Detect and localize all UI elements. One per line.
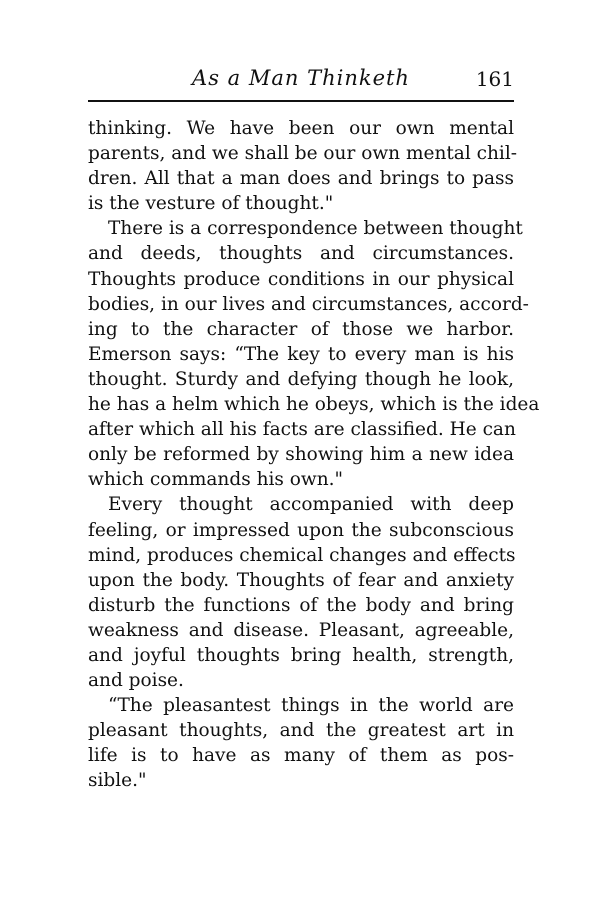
text-line: and deeds, thoughts and circumstances. xyxy=(88,243,514,265)
text-line: thinking. We have been our own mental xyxy=(88,118,514,139)
text-line: upon the body. Thoughts of fear and anxiety xyxy=(88,569,514,591)
text-line: ing to the character of those we harbor. xyxy=(88,318,514,340)
text-line: Every thought accompanied with deep xyxy=(108,494,514,516)
page-number: 161 xyxy=(475,67,514,91)
text-line: only be reformed by showing him a new idea xyxy=(88,444,514,466)
text-line: Thoughts produce conditions in our physical xyxy=(88,268,514,290)
text-line: and poise. xyxy=(88,670,184,692)
text-line: disturb the functions of the body and bring xyxy=(88,594,514,616)
running-head xyxy=(88,64,514,102)
text-line: dren. All that a man does and brings to pass xyxy=(88,168,514,190)
text-line: Emerson says: “The key to every man is his xyxy=(88,343,514,365)
text-line: bodies, in our lives and circumstances, accord- xyxy=(88,293,529,315)
text-line: pleasant thoughts, and the greatest art in xyxy=(88,720,514,742)
text-line: after which all his facts are classified. He can xyxy=(88,419,516,441)
text-line: and joyful thoughts bring health, strength, xyxy=(88,644,514,666)
body-text xyxy=(88,116,540,794)
text-line: weakness and disease. Pleasant, agreeable, xyxy=(88,619,514,641)
text-line: he has a helm which he obeys, which is the idea xyxy=(88,394,540,416)
text-line: “The pleasantest things in the world are xyxy=(108,695,514,717)
text-line: sible." xyxy=(88,770,147,792)
text-line: thought. Sturdy and defying though he look, xyxy=(88,368,514,390)
text-line: There is a correspondence between thought xyxy=(108,218,523,240)
text-line: life is to have as many of them as pos- xyxy=(88,745,514,767)
text-line: mind, produces chemical changes and effects xyxy=(88,544,516,566)
running-head-title: As a Man Thinketh xyxy=(192,66,410,90)
text-line: is the vesture of thought." xyxy=(88,193,334,215)
text-line: parents, and we shall be our own mental chil- xyxy=(88,143,517,165)
text-line: which commands his own." xyxy=(88,469,344,491)
text-line: feeling, or impressed upon the subconscious xyxy=(88,519,514,541)
